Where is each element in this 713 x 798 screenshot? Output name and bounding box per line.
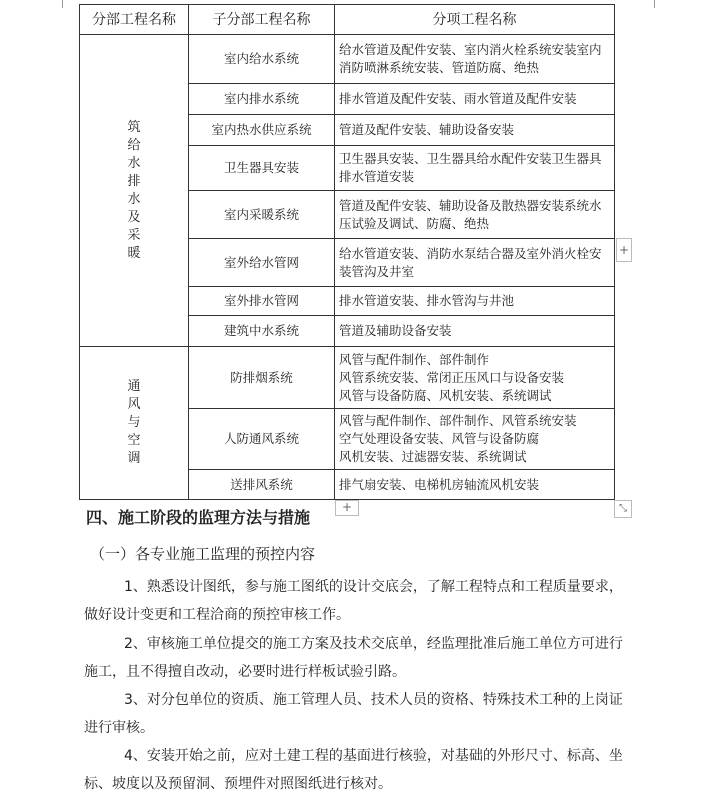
division-name-char: 与 — [127, 415, 141, 430]
table-resize-handle[interactable]: ⤡ — [614, 500, 632, 518]
subdivision-cell: 人防通风系统 — [189, 409, 335, 470]
item-cell — [335, 409, 615, 470]
item-line: 风管与配件制作、部件制作、风管系统安装 — [339, 413, 577, 428]
subdivision-cell: 室内给水系统 — [189, 35, 335, 84]
paragraph — [84, 630, 634, 686]
item-line: 装管沟及井室 — [339, 263, 415, 279]
subdivision-cell: 防排烟系统 — [189, 347, 335, 409]
subdivision-cell: 室内排水系统 — [189, 84, 335, 115]
subdivision-cell: 室外排水管网 — [189, 287, 335, 316]
item-line: 给水管道安装、消防水泵结合器及室外消火栓安 — [339, 245, 602, 261]
item-line: 排水管道安装 — [339, 169, 415, 184]
item-line: 排气扇安装、电梯机房轴流风机安装 — [339, 476, 540, 492]
division-name-char: 调 — [127, 451, 141, 466]
item-cell — [335, 347, 615, 409]
item-cell — [335, 287, 615, 316]
add-row-button[interactable]: + — [335, 500, 359, 516]
item-cell — [335, 146, 615, 191]
table-header-row — [80, 5, 615, 35]
header-item: 分项工程名称 — [335, 5, 615, 35]
paragraph-line: 4、安装开始之前，应对土建工程的基面进行核验，对基础的外形尺寸、标高、坐 — [124, 748, 623, 764]
item-cell — [335, 191, 615, 239]
item-cell — [335, 239, 615, 287]
paragraph — [84, 686, 634, 742]
subdivision-cell: 室内采暖系统 — [189, 191, 335, 239]
item-line: 风管与设备防腐、风机安装、系统调试 — [339, 387, 552, 403]
division-name-char: 通 — [127, 379, 141, 394]
item-line: 管道及配件安装、辅助设备安装 — [339, 122, 515, 137]
section-subheading: （一）各专业施工监理的预控内容 — [90, 545, 316, 563]
item-line: 排水管道及配件安装、雨水管道及配件安装 — [339, 91, 577, 106]
subdivision-cell: 建筑中水系统 — [189, 316, 335, 347]
item-cell — [335, 84, 615, 115]
item-cell — [335, 35, 615, 84]
item-cell — [335, 316, 615, 347]
division-name-char: 水 — [127, 155, 141, 171]
division-name-char: 采 — [127, 227, 141, 243]
item-line: 风管系统安装、常闭正压风口与设备安装 — [339, 369, 565, 385]
subdivision-cell: 室内热水供应系统 — [189, 115, 335, 146]
subdivision-cell: 卫生器具安装 — [189, 146, 335, 191]
paragraph-line: 进行审核。 — [84, 720, 154, 736]
paragraph-line: 2、审核施工单位提交的施工方案及技术交底单，经监理批准后施工单位方可进行 — [124, 636, 623, 652]
header-subdivision: 子分部工程名称 — [189, 5, 335, 35]
project-division-table — [79, 4, 615, 500]
table-row — [80, 35, 615, 84]
item-line: 风管与配件制作、部件制作 — [339, 351, 490, 367]
page-corner-mark — [62, 0, 71, 8]
paragraph-line: 施工，且不得擅自改动，必要时进行样板试验引路。 — [84, 664, 406, 680]
division-name-char: 风 — [127, 397, 141, 412]
item-line: 卫生器具安装、卫生器具给水配件安装卫生器具 — [339, 151, 602, 166]
division-name-cell — [80, 347, 189, 500]
subdivision-cell: 室外给水管网 — [189, 239, 335, 287]
division-name-char: 排 — [127, 173, 141, 189]
item-cell — [335, 470, 615, 500]
page-corner-mark — [646, 0, 655, 8]
item-cell — [335, 115, 615, 146]
paragraph-line: 标、坡度以及预留洞、预埋件对照图纸进行核对。 — [84, 776, 392, 792]
item-line: 管道及辅助设备安装 — [339, 323, 452, 338]
paragraph — [84, 573, 634, 629]
header-division: 分部工程名称 — [80, 5, 189, 35]
section-heading: 四、施工阶段的监理方法与措施 — [86, 508, 311, 527]
division-name-char: 水 — [127, 191, 141, 207]
division-name-char: 暖 — [127, 245, 141, 261]
item-line: 风机安装、过滤器安装、系统调试 — [339, 449, 527, 464]
division-name-cell — [80, 35, 189, 347]
item-line: 管道及配件安装、辅助设备及散热器安装系统水 — [339, 197, 602, 213]
item-line: 压试验及调试、防腐、绝热 — [339, 215, 490, 231]
paragraph — [84, 742, 634, 798]
subdivision-cell: 送排风系统 — [189, 470, 335, 500]
item-line: 给水管道及配件安装、室内消火栓系统安装室内 — [339, 42, 602, 57]
paragraph-line: 3、对分包单位的资质、施工管理人员、技术人员的资格、特殊技术工种的上岗证 — [124, 692, 623, 708]
table-row — [80, 347, 615, 409]
division-name-char: 筑 — [127, 119, 141, 135]
add-column-button[interactable]: + — [616, 238, 632, 262]
division-name-char: 空 — [127, 433, 141, 448]
division-name-char: 给 — [127, 137, 141, 153]
paragraph-line: 1、熟悉设计图纸，参与施工图纸的设计交底会，了解工程特点和工程质量要求， — [124, 579, 623, 595]
item-line: 消防喷淋系统安装、管道防腐、绝热 — [339, 60, 540, 75]
paragraph-line: 做好设计变更和工程洽商的预控审核工作。 — [84, 607, 350, 623]
division-name-char: 及 — [127, 209, 141, 225]
item-line: 排水管道安装、排水管沟与井池 — [339, 293, 515, 308]
item-line: 空气处理设备安装、风管与设备防腐 — [339, 431, 540, 446]
